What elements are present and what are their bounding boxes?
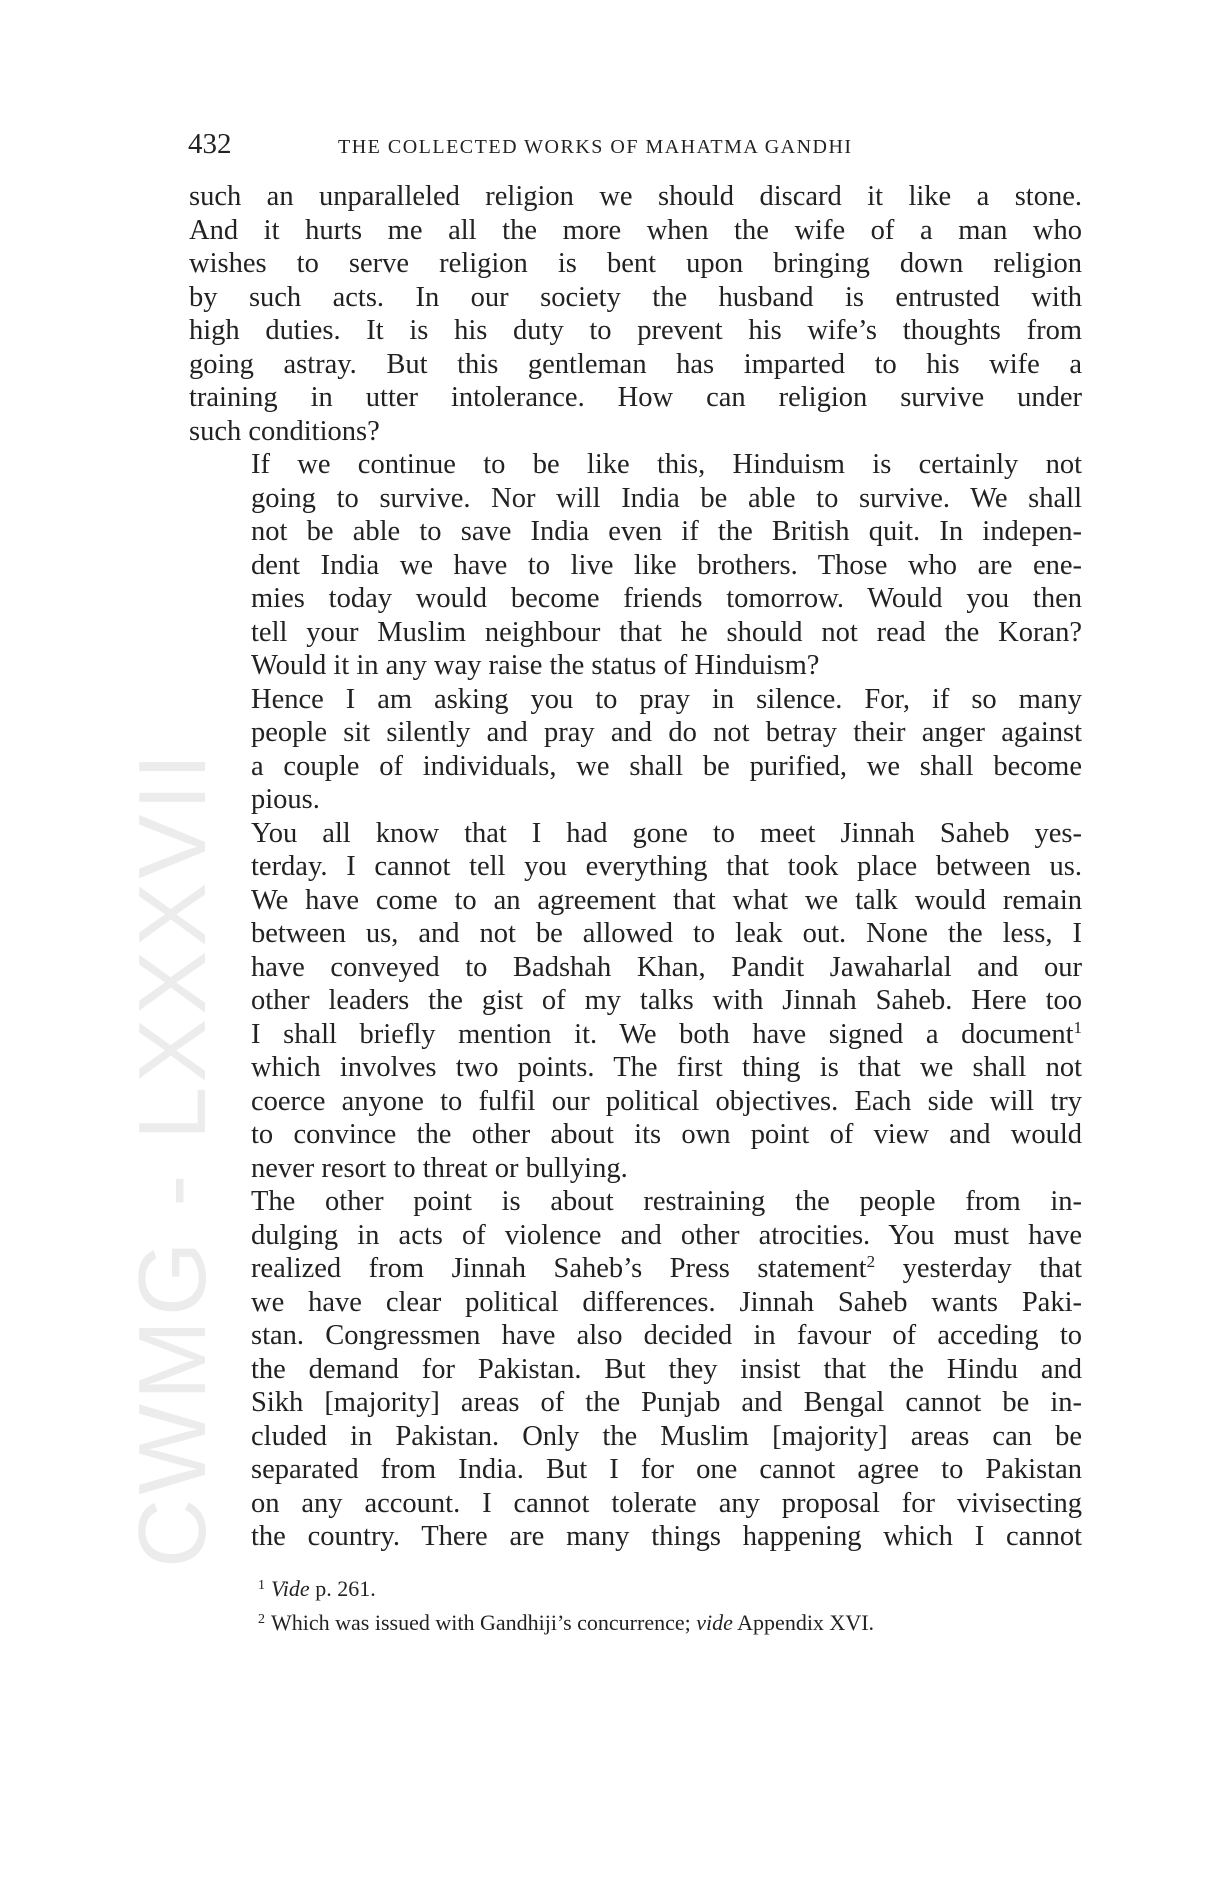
text-line: between us, and not be allowed to leak out. None the less, I [251, 918, 1082, 949]
text-line: on any account. I cannot tolerate any proposal for vivisecting [251, 1487, 1082, 1519]
text-line: tell your Muslim neighbour that he should not read the Koran? [251, 616, 1082, 648]
text-line: not be able to save India even if the British quit. In indepen- [251, 516, 1082, 547]
body-text [189, 180, 1082, 1554]
text-line: going astray. But this gentleman has imparted to his wife a [189, 348, 1082, 380]
text-line: going to survive. Nor will India be able to survive. We shall [251, 482, 1082, 514]
running-title: THE COLLECTED WORKS OF MAHATMA GANDHI [338, 136, 853, 158]
text-line: the country. There are many things happening which I cannot [251, 1521, 1082, 1552]
text-line: Would it in any way raise the status of Hinduism? [251, 650, 820, 681]
text-line: other leaders the gist of my talks with Jinnah Saheb. Here too [251, 985, 1082, 1016]
footnote-text: p. 261. [309, 1576, 376, 1601]
text-line-content: realized from Jinnah Saheb’s Press statement [251, 1253, 867, 1284]
text-line: coerce anyone to fulfil our political objectives. Each side will try [251, 1085, 1082, 1117]
text-line: cluded in Pakistan. Only the Muslim [majority] areas can be [251, 1420, 1082, 1452]
footnote-2 [258, 1604, 1078, 1638]
footnote-ref-1[interactable]: 1 [1073, 1017, 1082, 1037]
text-line: dent India we have to live like brothers. Those who are ene- [251, 549, 1082, 581]
footnote-1 [258, 1570, 1078, 1604]
text-line: We have come to an agreement that what we talk would remain [251, 884, 1082, 916]
text-line: training in utter intolerance. How can religion survive under [189, 382, 1082, 413]
footnote-number: 2 [258, 1612, 265, 1627]
text-line: people sit silently and pray and do not betray their anger against [251, 717, 1082, 748]
text-line: You all know that I had gone to meet Jinnah Saheb yes- [251, 817, 1082, 849]
text-line: Hence I am asking you to pray in silence. For, if so many [251, 683, 1082, 715]
text-line: And it hurts me all the more when the wife of a man who [189, 214, 1082, 246]
footnotes [258, 1570, 1078, 1638]
page-number: 432 [188, 128, 232, 160]
paragraph [189, 817, 1082, 1186]
text-line: mies today would become friends tomorrow. Would you then [251, 583, 1082, 614]
text-line: The other point is about restraining the people from in- [251, 1186, 1082, 1217]
footnote-italic: Vide [271, 1576, 310, 1601]
paragraph [189, 683, 1082, 817]
text-line: If we continue to be like this, Hinduism is certainly not [251, 449, 1082, 480]
text-line: such an unparalleled religion we should discard it like a stone. [189, 181, 1082, 212]
footnote-number: 1 [258, 1578, 265, 1593]
paragraph [189, 180, 1082, 448]
text-line: a couple of individuals, we shall be purified, we shall become [251, 750, 1082, 782]
paragraph [189, 448, 1082, 683]
footnote-tail: Appendix XVI. [732, 1610, 875, 1635]
text-line: the demand for Pakistan. But they insist that the Hindu and [251, 1353, 1082, 1385]
text-line-with-footnote [189, 1018, 1082, 1052]
text-line: have conveyed to Badshah Khan, Pandit Jawaharlal and our [251, 951, 1082, 983]
text-line: we have clear political differences. Jinnah Saheb wants Paki- [251, 1286, 1082, 1318]
text-line: never resort to threat or bullying. [251, 1152, 628, 1184]
watermark: CWMG - LXXXVII [119, 749, 226, 1568]
text-line: such conditions? [189, 415, 380, 447]
text-line: separated from India. But I for one cannot agree to Pakistan [251, 1454, 1082, 1485]
footnote-text: Which was issued with Gandhiji’s concurrence; [271, 1610, 697, 1635]
text-line: Sikh [majority] areas of the Punjab and Bengal cannot be in- [251, 1387, 1082, 1418]
text-line-with-footnote [189, 1252, 1082, 1286]
text-line: stan. Congressmen have also decided in favour of acceding to [251, 1320, 1082, 1351]
text-line: pious. [251, 784, 320, 815]
text-line: wishes to serve religion is bent upon bringing down religion [189, 248, 1082, 279]
text-line-content: I shall briefly mention it. We both have signed a document [251, 1018, 1074, 1050]
text-line: terday. I cannot tell you everything that took place between us. [251, 851, 1082, 882]
footnote-ref-2[interactable]: 2 [866, 1252, 876, 1271]
text-line: high duties. It is his duty to prevent his wife’s thoughts from [189, 315, 1082, 346]
page-header [188, 128, 1082, 168]
text-line: to convince the other about its own point of view and would [251, 1119, 1082, 1150]
paragraph [189, 1185, 1082, 1554]
footnote-italic: vide [696, 1610, 733, 1635]
text-line: which involves two points. The first thing is that we shall not [251, 1052, 1082, 1083]
text-line: by such acts. In our society the husband is entrusted with [189, 281, 1082, 313]
text-line-tail: yesterday that [875, 1253, 1083, 1284]
text-line: dulging in acts of violence and other atrocities. You must have [251, 1219, 1082, 1251]
